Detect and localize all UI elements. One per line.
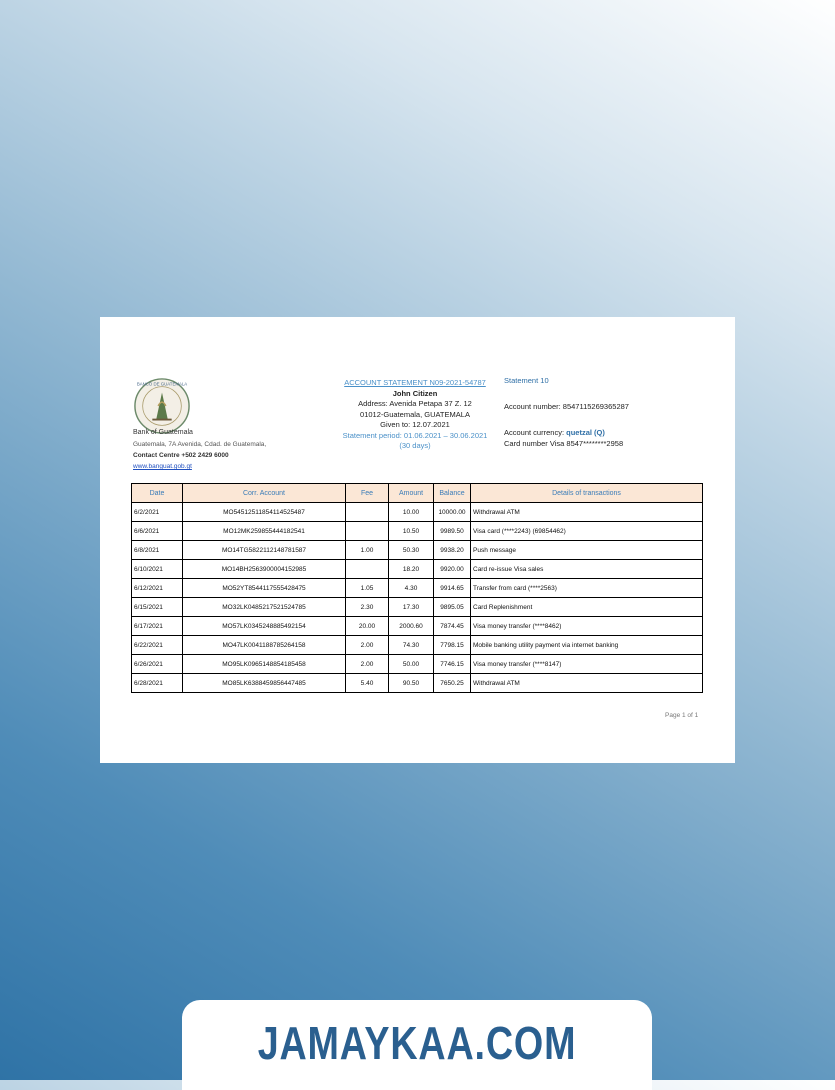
statement-count: Statement 10: [504, 376, 549, 385]
statement-header: [330, 378, 500, 452]
cell-corr-account: MO54512511854114525487: [183, 503, 346, 522]
cell-amount: 4.30: [389, 579, 434, 598]
cell-corr-account: MO57LK0345248885492154: [183, 617, 346, 636]
cell-balance: 9895.05: [434, 598, 471, 617]
table-row: [132, 617, 703, 636]
col-fee: Fee: [346, 484, 389, 503]
table-row: [132, 598, 703, 617]
cell-amount: 10.00: [389, 503, 434, 522]
cell-fee: [346, 503, 389, 522]
cell-amount: 2000.60: [389, 617, 434, 636]
cell-details: Visa money transfer (****8147): [471, 655, 703, 674]
table-row: [132, 560, 703, 579]
cell-balance: 9989.50: [434, 522, 471, 541]
table-row: [132, 541, 703, 560]
cell-amount: 50.30: [389, 541, 434, 560]
col-balance: Balance: [434, 484, 471, 503]
cell-date: 6/2/2021: [132, 503, 183, 522]
table-row: [132, 522, 703, 541]
cell-date: 6/28/2021: [132, 674, 183, 693]
bank-seal-logo: [133, 377, 191, 435]
cell-details: Withdrawal ATM: [471, 674, 703, 693]
site-name: JAMAYKAA.COM: [257, 1017, 577, 1069]
address-line2: 01012-Guatemala, GUATEMALA: [360, 409, 470, 419]
cell-amount: 17.30: [389, 598, 434, 617]
cell-fee: 2.30: [346, 598, 389, 617]
statement-period: Statement period: 01.06.2021 – 30.06.2021: [342, 430, 488, 440]
cell-balance: 10000.00: [434, 503, 471, 522]
cell-details: Visa card (****2243) (69854462): [471, 522, 703, 541]
cell-date: 6/8/2021: [132, 541, 183, 560]
cell-corr-account: MO52YT8544117555428475: [183, 579, 346, 598]
cell-fee: 2.00: [346, 636, 389, 655]
cell-date: 6/26/2021: [132, 655, 183, 674]
cell-balance: 9914.65: [434, 579, 471, 598]
statement-number: ACCOUNT STATEMENT N09-2021-54787: [344, 378, 486, 387]
bank-contact: Contact Centre +502 2429 6000: [133, 452, 229, 459]
cell-amount: 50.00: [389, 655, 434, 674]
table-row: [132, 655, 703, 674]
col-details: Details of transactions: [471, 484, 703, 503]
cell-date: 6/10/2021: [132, 560, 183, 579]
currency-label: Account currency:: [504, 428, 567, 437]
cell-corr-account: MO14TG5822112148781587: [183, 541, 346, 560]
cell-date: 6/17/2021: [132, 617, 183, 636]
table-row: [132, 674, 703, 693]
account-currency: [504, 428, 605, 437]
bank-name: Bank of Guatemala: [133, 429, 193, 436]
cell-corr-account: MO95LK0965148854185458: [183, 655, 346, 674]
card-number: Card number Visa 8547********2958: [504, 439, 624, 448]
cell-fee: 1.05: [346, 579, 389, 598]
account-number: Account number: 8547115269365287: [504, 402, 629, 411]
cell-balance: 7874.45: [434, 617, 471, 636]
bank-address: Guatemala, 7A Avenida, Cdad. de Guatemala,: [133, 441, 267, 448]
given-to: Given to: 12.07.2021: [380, 420, 450, 429]
page-number: Page 1 of 1: [665, 712, 699, 719]
cell-details: Visa money transfer (****8462): [471, 617, 703, 636]
cell-corr-account: MO32LK0485217521524785: [183, 598, 346, 617]
address-line1: Address: Avenida Petapa 37 Z. 12: [358, 399, 472, 408]
currency-value: quetzal (Q): [566, 428, 605, 437]
cell-corr-account: MO14BH2563900004152985: [183, 560, 346, 579]
cell-fee: 5.40: [346, 674, 389, 693]
cell-amount: 18.20: [389, 560, 434, 579]
cell-balance: 7650.25: [434, 674, 471, 693]
table-row: [132, 636, 703, 655]
cell-details: Card Replenishment: [471, 598, 703, 617]
cell-details: Withdrawal ATM: [471, 503, 703, 522]
cell-fee: 2.00: [346, 655, 389, 674]
cell-amount: 90.50: [389, 674, 434, 693]
cell-details: Card re-issue Visa sales: [471, 560, 703, 579]
col-amount: Amount: [389, 484, 434, 503]
cell-fee: [346, 560, 389, 579]
transactions-table: [131, 483, 703, 693]
cell-fee: 1.00: [346, 541, 389, 560]
table-row: [132, 503, 703, 522]
bank-website-link[interactable]: www.banguat.gob.gt: [133, 463, 192, 470]
cell-amount: 10.50: [389, 522, 434, 541]
cell-corr-account: MO47LK0041188785264158: [183, 636, 346, 655]
cell-details: Push message: [471, 541, 703, 560]
svg-text:BANCO DE GUATEMALA: BANCO DE GUATEMALA: [136, 381, 188, 387]
customer-name: John Citizen: [392, 388, 438, 398]
cell-date: 6/12/2021: [132, 579, 183, 598]
cell-corr-account: MO12MK259855444182541: [183, 522, 346, 541]
statement-days: (30 days): [399, 441, 431, 450]
table-row: [132, 579, 703, 598]
cell-balance: 7798.15: [434, 636, 471, 655]
cell-corr-account: MO85LK6388459856447485: [183, 674, 346, 693]
cell-fee: [346, 522, 389, 541]
cell-details: Mobile banking utility payment via internet banking: [471, 636, 703, 655]
cell-details: Transfer from card (****2563): [471, 579, 703, 598]
cell-date: 6/6/2021: [132, 522, 183, 541]
table-header-row: [132, 484, 703, 503]
col-date: Date: [132, 484, 183, 503]
cell-balance: 9920.00: [434, 560, 471, 579]
cell-date: 6/22/2021: [132, 636, 183, 655]
cell-fee: 20.00: [346, 617, 389, 636]
cell-balance: 9938.20: [434, 541, 471, 560]
cell-balance: 7746.15: [434, 655, 471, 674]
cell-amount: 74.30: [389, 636, 434, 655]
bank-statement-document: [100, 317, 735, 763]
col-corr-account: Corr. Account: [183, 484, 346, 503]
footer-banner: [182, 1000, 652, 1090]
cell-date: 6/15/2021: [132, 598, 183, 617]
